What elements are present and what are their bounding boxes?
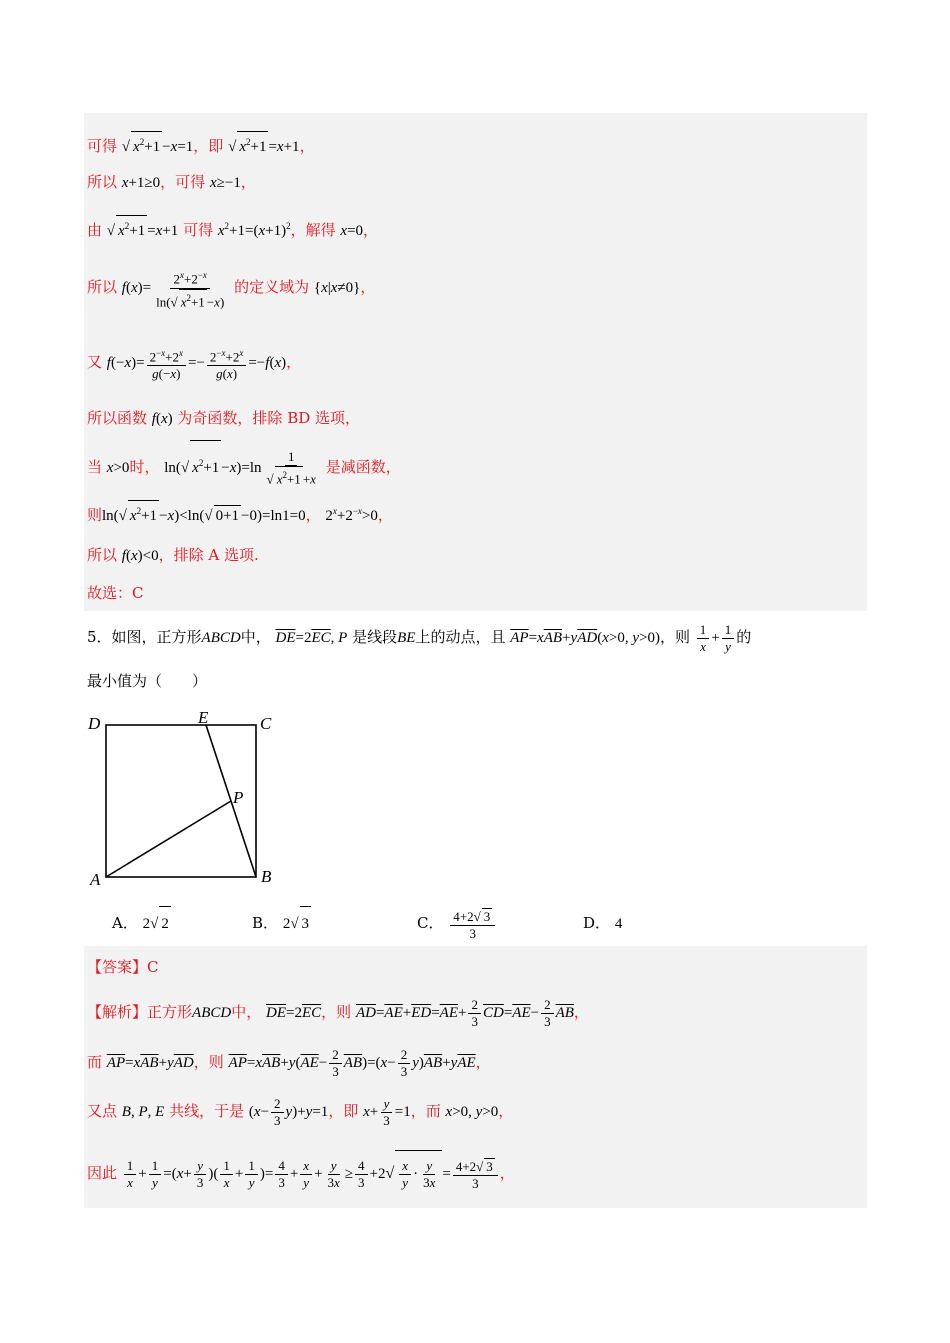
analysis-line-4: 因此 $\frac{1}{x}$ + $\frac{1}{y}$ =(x+ $\frac{y}{3}$ )( $\frac{1}{x}$ + $\frac{1}{y}$ )= $\frac{4}{3}$ + $\frac{x}{y}$ + $\frac{y}{3x}$ ≥ $\frac{4}{3}$ +2√ $\frac{x}{y}$ · $\frac{y}{3x}$ = $\frac{4+2√ 3}{3}$ ， [87,1150,515,1197]
square-figure [84,705,284,890]
analysis-line-3: 又点 B, P, E 共线，于是 (x− $\frac{2}{3}$ y)+y=1，即 x+ $\frac{y}{3}$ =1，而 x>0, y>0， [87,1096,514,1129]
solution-line-3: 由 √ $x^2+1 =x+1$ 可得 $x^2+1=(x+1)^2$，解得 x=0， [87,215,378,241]
option-a[interactable]: A． 2√ 2 [112,906,171,941]
label-a: A [90,870,101,889]
label-p: P [233,788,244,807]
segment-ap [106,801,231,877]
solution-line-2: 所以 x+1≥0，可得 x≥−1， [87,173,256,191]
solution-line-7: 当 x>0时， ln(√ $x^2+1 -x)=\ln$ $\frac{1}{√ x^2+1 +x}$ 是减函数， [87,440,401,490]
solution-line-5: 又 f(−x)= $\frac{2^{-x}+2^x}{g(-x)}$ =− $\frac{2^{-x}+2^x}{g(x)}$ =−f(x)， [87,340,301,385]
option-b[interactable]: B． 2√ 3 [252,906,311,941]
option-d[interactable]: D． 4 [583,914,623,932]
label-d: D [88,714,101,733]
analysis-line-1: 【解析】正方形ABCD中， $\overline{DE}=2\overline{EC}$，则 $\overline{AD}=\overline{AE}+\overline{ED}=\overline{AE}+$ $\frac{2}{3}$ $\overline{CD}=\overline{AE}-$ $\frac{2}{3}$ $\overline{AB}$， [87,997,589,1030]
analysis-line-2: 而 $\overline{AP}=x\overline{AB}+y\overline{AD}$，则 $\overline{AP}=x\overline{AB}+y(\overline{AE}-$ $\frac{2}{3}$ $\overline{AB})=(x-$ $\frac{2}{3}$ $y)\overline{AB}+y\overline{AE}$， [87,1047,491,1080]
solution-line-8: 则ln(√ $x^2+1 -x)<\ln(√$ 0+1 −0)=ln1=0， $2^x+2^{-x}>0$， [87,500,393,526]
solution-conclusion: 故选：C [87,584,144,602]
label-c: C [260,714,272,733]
solution-line-1: 可得 √ $x^2+1 -x=1$，即 √ $x^2+1 =x+1$， [87,131,315,157]
question-5-line-2: 最小值为（ ） [87,672,208,690]
solution-line-9: 所以 f(x)<0，排除 A 选项. [87,546,259,564]
question-5-stem: 5．如图，正方形ABCD中， $\overline{DE}=2\overline{EC}$, P 是线段BE上的动点，且 $\overline{AP}=x\overline{AB}+y\overline{AD}(x>0$, y>0)，则 $\frac{1}{x}$ + $\frac{1}{y}$ 的 [87,622,752,655]
answer-line: 【答案】C [87,958,159,976]
option-c[interactable]: C． $\frac{4+2√ 3}{3}$ [417,906,497,942]
solution-line-6: 所以函数 f(x) 为奇函数，排除 BD 选项， [87,409,361,427]
solution-line-4: 所以 f(x)= $\frac{2^x+2^{-x}}{\ln(√ x^2+1 -x)}$ 的定义域为 {x|x≠0}， [87,264,375,311]
label-b: B [261,867,272,886]
label-e: E [198,708,209,727]
